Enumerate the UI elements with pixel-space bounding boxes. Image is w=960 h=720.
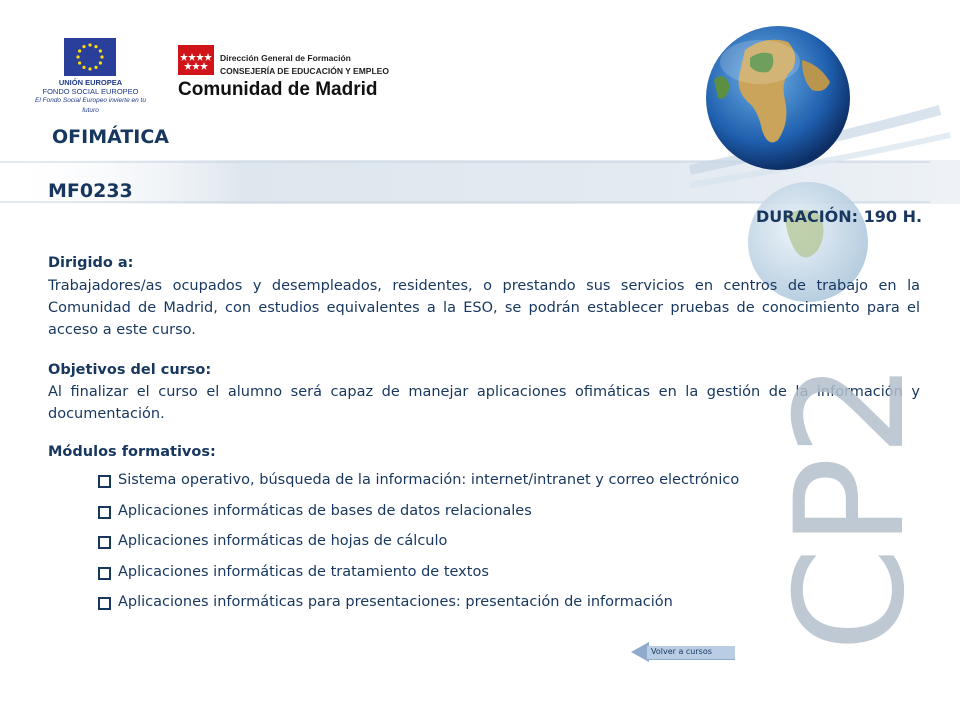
madrid-flag-icon bbox=[178, 45, 214, 75]
cp2-watermark bbox=[764, 361, 938, 660]
list-item bbox=[98, 594, 739, 625]
back-button-label: Volver a cursos bbox=[651, 647, 712, 656]
checkbox-bullet-icon bbox=[98, 597, 111, 610]
checkbox-bullet-icon bbox=[98, 506, 111, 519]
list-item bbox=[98, 533, 739, 564]
checkbox-bullet-icon bbox=[98, 475, 111, 488]
comunidad-madrid-logo bbox=[176, 43, 396, 103]
objectives-text: Al finalizar el curso el alumno será capaz de manejar aplicaciones ofimáticas en la gestión de la información y documentación. bbox=[48, 384, 920, 422]
checkbox-bullet-icon bbox=[98, 567, 111, 580]
eu-logo-tagline: El Fondo Social Europeo invierte en tu futuro bbox=[35, 97, 146, 114]
module-label: Sistema operativo, búsqueda de la información: internet/intranet y correo electrónico bbox=[118, 472, 740, 488]
cm-logo-directorate: Dirección General de Formación bbox=[220, 53, 351, 63]
module-code: MF0233 bbox=[48, 180, 133, 202]
globe-image bbox=[690, 10, 960, 310]
list-item bbox=[98, 503, 739, 534]
back-to-courses-button[interactable] bbox=[631, 642, 735, 662]
modules-heading: Módulos formativos: bbox=[48, 444, 216, 460]
module-label: Aplicaciones informáticas para presentaciones: presentación de información bbox=[118, 594, 673, 610]
eu-logo bbox=[28, 38, 153, 114]
duration-label: DURACIÓN: 190 H. bbox=[756, 207, 923, 226]
modules-list bbox=[98, 472, 739, 625]
cm-logo-name: Comunidad de Madrid bbox=[178, 79, 378, 100]
svg-text:CP2: CP2 bbox=[764, 361, 938, 652]
module-label: Aplicaciones informáticas de hojas de cálculo bbox=[118, 533, 448, 549]
cm-logo-department: CONSEJERÍA DE EDUCACIÓN Y EMPLEO bbox=[220, 66, 389, 76]
category-title: OFIMÁTICA bbox=[52, 126, 170, 148]
eu-logo-title: UNIÓN EUROPEA bbox=[58, 78, 123, 87]
list-item bbox=[98, 564, 739, 595]
eu-logo-subtitle: FONDO SOCIAL EUROPEO bbox=[42, 87, 139, 96]
checkbox-bullet-icon bbox=[98, 536, 111, 549]
target-audience-text: Trabajadores/as ocupados y desempleados, residentes, o prestando sus servicios en centros de trabajo en la Comunidad de Madrid, con estudios equivalentes a la ESO, se podrán establecer pruebas de conocimiento para el acceso a este curso. bbox=[48, 278, 920, 338]
eu-flag-icon bbox=[64, 38, 116, 76]
target-audience-heading: Dirigido a: bbox=[48, 255, 134, 271]
list-item bbox=[98, 472, 739, 503]
objectives-heading: Objetivos del curso: bbox=[48, 362, 212, 378]
module-label: Aplicaciones informáticas de tratamiento de textos bbox=[118, 563, 489, 580]
module-label: Aplicaciones informáticas de bases de datos relacionales bbox=[118, 502, 532, 519]
